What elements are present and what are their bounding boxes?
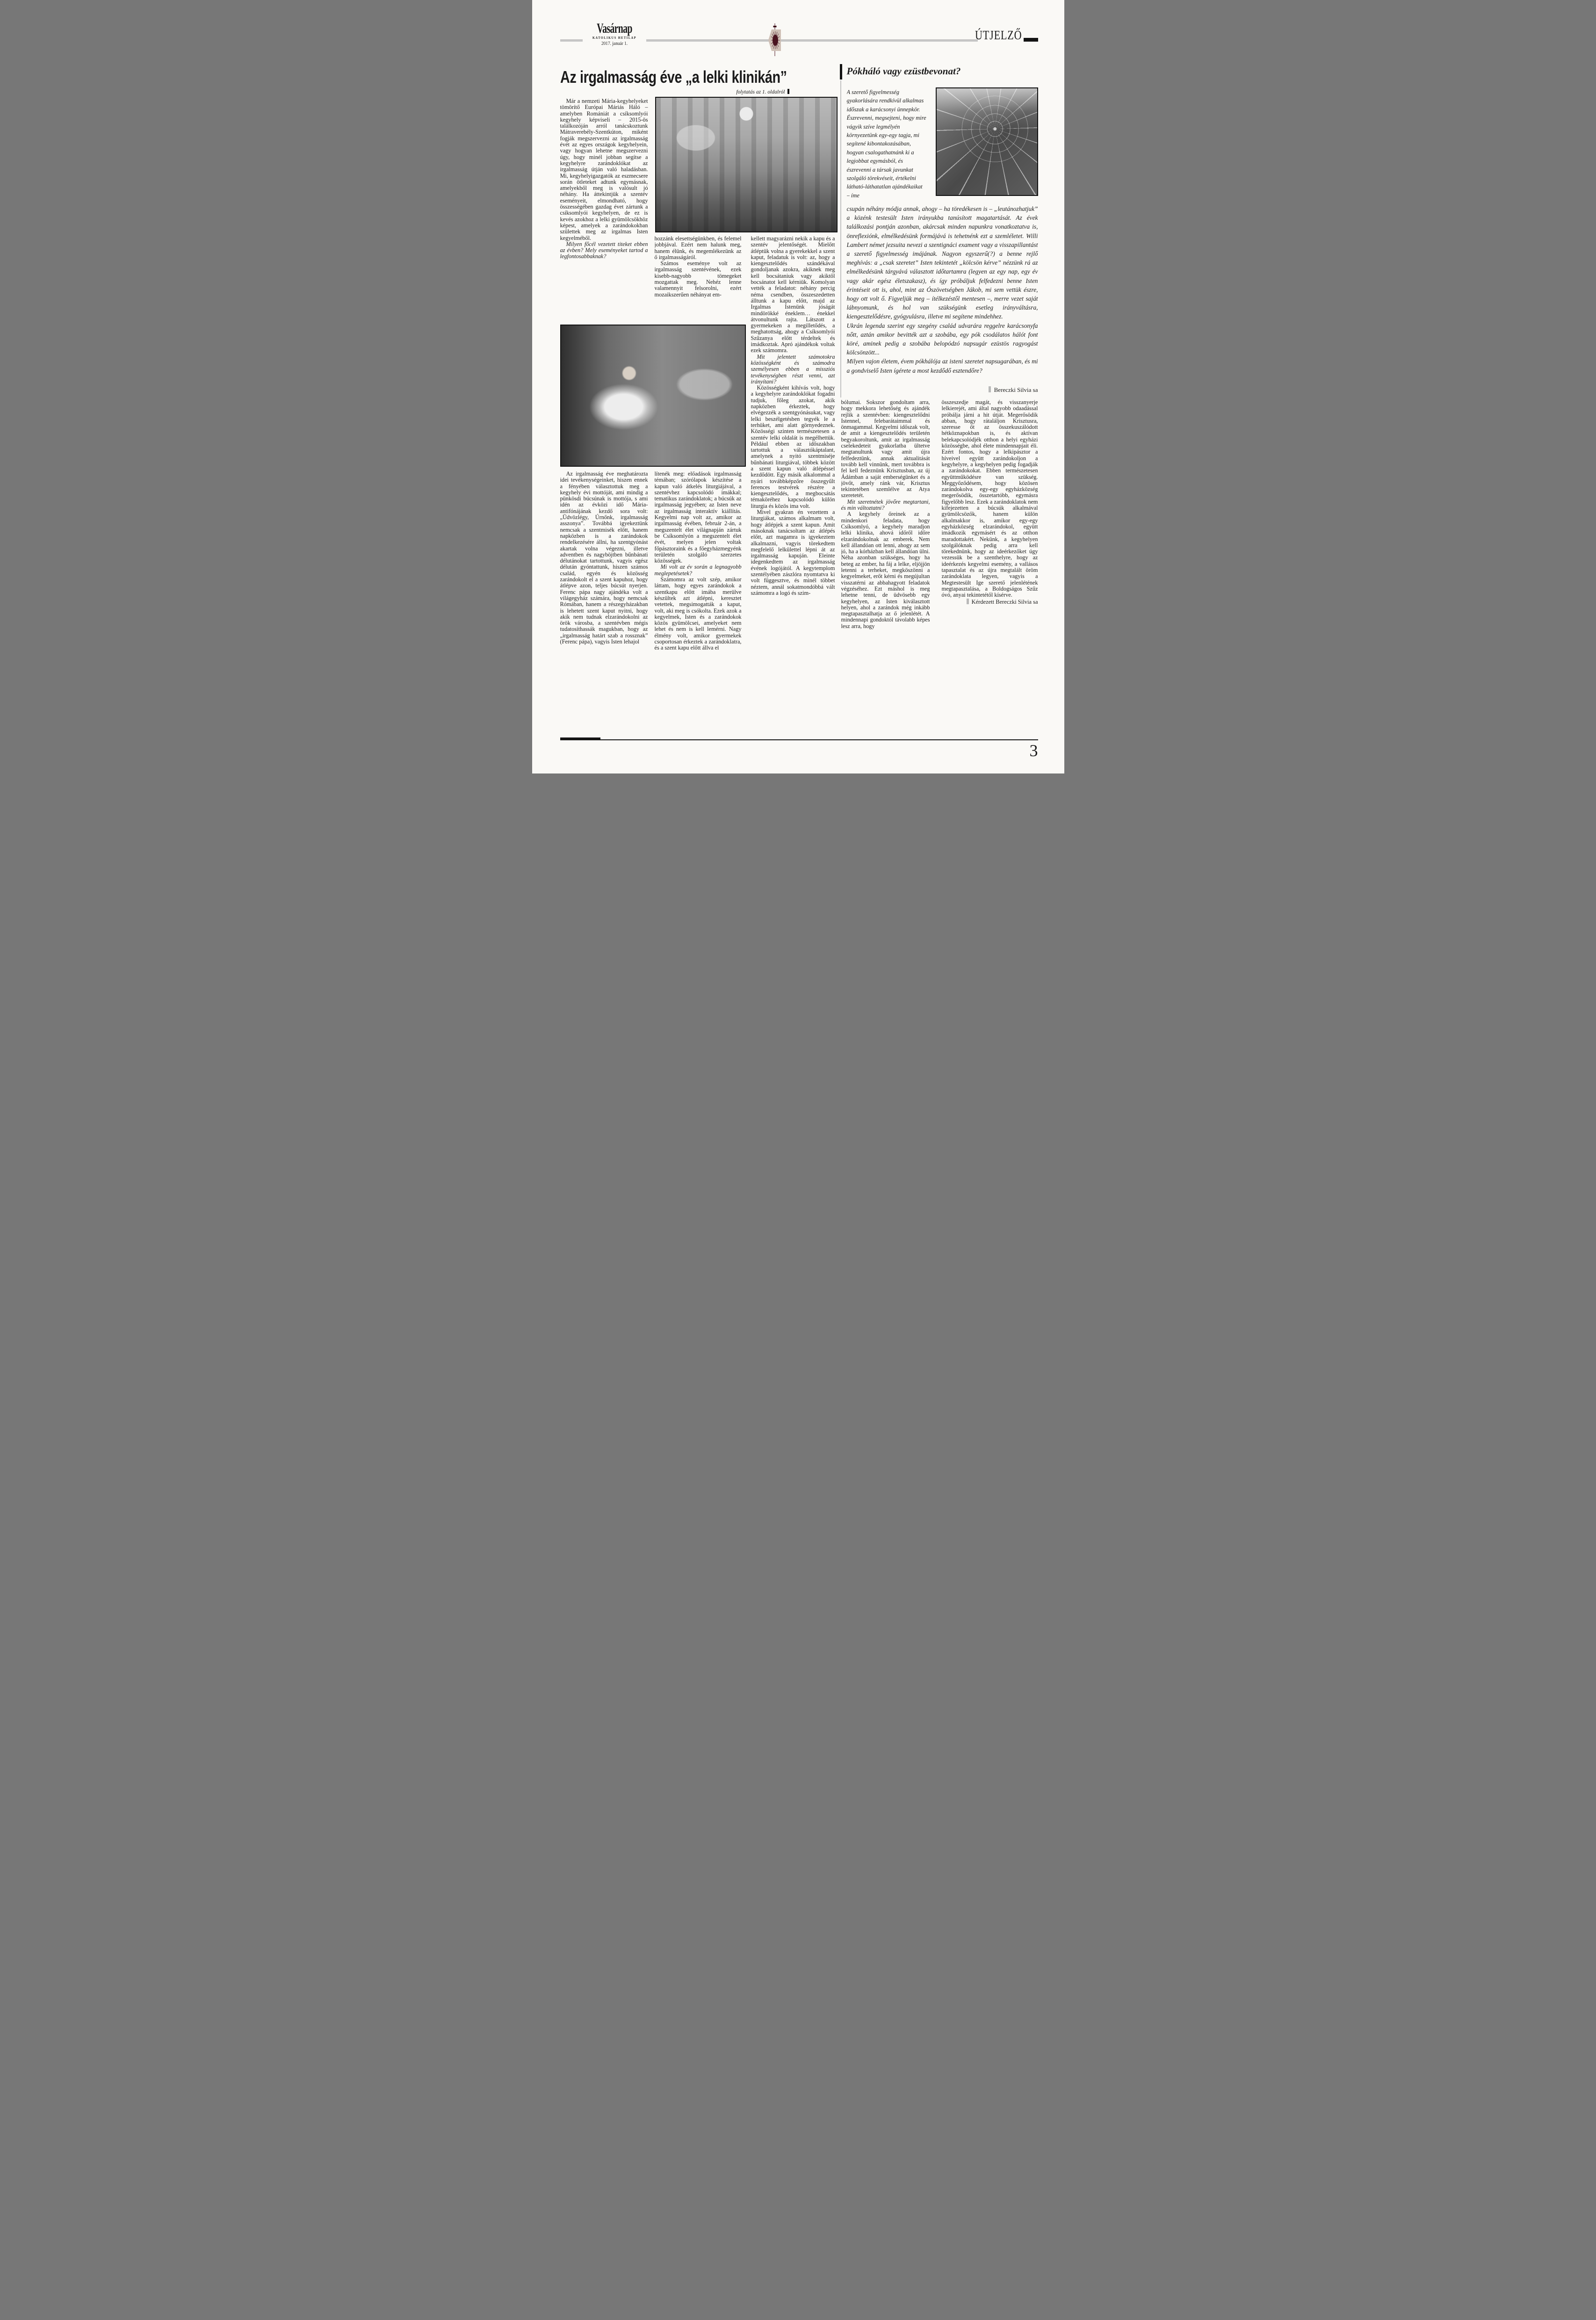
left-article-column-2-top — [655, 236, 742, 323]
footer-rule — [560, 739, 1038, 740]
paragraph: összeszedje magát, és visszanyerje lelkierejét, ami által nagyobb odaadással próbálja járni a hit útját. Megerősödik abban, hogy rátaláljon Krisztusra, szeresse őt az összekuszálódott hétköznapokban is, és aktívan belekapcsolódjék otthon a helyi egyházi közösségbe, ahol élete mindennapjait éli. Ezért fontos, hogy a lelkipásztor a híveivel együtt zarándokoljon a kegyhelyre, a kegyhelyen pedig fogadják a zarándokokat. Ebben természetesen együttműködésre van szükség. Meggyőződésem, hogy közösen zarándokolva egy-egy egyházközség megerősödik, összetartóbb, egymásra figyelőbb lesz. Ezek a zarándoklatok nem kifejezetten a búcsúk alkalmával gyümölcsözők, hanem külön alkalmakkor is, amikor egy-egy egyházközség elzarándokol, együtt imádkozik egymásért és az otthon maradottakért. Nekünk, a kegyhelyen szolgálóknak pedig arra kell törekednünk, hogy az ideérkezőket úgy vezessük be a szenthelyre, hogy az ideérkezés kegyelmi esemény, a vallásos tapasztalat és az újra megtalált öröm zarándoklata legyen, vagyis a Megtestesült Ige szerető jelenlétének megtapasztalása, a Boldogságos Szűz óvó, anyai tekintetétől kísérve. — [941, 399, 1038, 599]
paragraph: Számomra az volt szép, amikor láttam, hogy egyes zarándokok a szentkapu előtt imába merülve készültek azt átlépni, keresztet vetettek, megsimogatták a kaput, volt, aki meg is csókolta. Ezek azok a kegyelmek, Isten és a zarándokok közös gyümölcsei, amelyeket nem lehet és nem is kell lemérni. Nagy élmény volt, amikor gyermekek csoportosan érkeztek a zarándoklatra, és a szent kapu előtt állva el — [654, 576, 742, 651]
byline-marker-icon — [967, 599, 969, 604]
left-article-column-1-top — [560, 98, 648, 321]
interview-question: Milyen főcél vezetett titeket ebben az évben? Mely eseményeket tartod a legfontosabbaknak? — [560, 240, 648, 260]
section-title-bar — [1024, 38, 1038, 42]
right-article-title: Pókháló vagy ezüstbevonat? — [846, 65, 961, 77]
paragraph: Közösségként kihívás volt, hogy a kegyhelyre zarándoklókat fogadni tudjuk, főleg azokat, akik napközben érkeztek, hogy elvégezzék a szentgyónásukat, vagy lelki beszélgetésben tegyék le a terhüket, ami alatt görnyedeznek. Közösségi szinten természetesen a szentév lelki oldalát is megélhettük. Például ebben az időszakban tartottuk a választókáptalant, amelynek a nyitó szentmiséje bűnbánati liturgiával, többek között a szent kapun való átlépéssel kezdődött. Egy másik alkalommal a nyári továbbképzőre összegyűlt ferences testvérek részére a kiengesztelődés, a megbocsátás témaköréhez kapcsolódó külön liturgia és közös ima volt. — [751, 384, 835, 509]
newspaper-page — [532, 0, 1064, 773]
paragraph: A kegyhely őreinek az a mindenkori feladata, hogy Csíksomlyó, a kegyhely maradjon lelki klinika, ahová időről időre elzarándokolnak az emberek. Nem kell állandóan ott lenni, ahogy az sem jó, ha a kórházban kell állandóan ülni. Néha azonban szükséges, hogy ha beteg az ember, ha fáj a lelke, eljöjjön letenni a terheket, megköszönni a kegyelmeket, erőt kérni és megújultan visszatérni az abbahagyott feladatok végzéséhez. Ezt máshol is meg lehetne tenni, de üdvösebb egy kegyhelyen, az Isten kiválasztott helyen, ahol a zarándok még inkább megtapasztalhatja az ő jelenlétét. A mindennapi gondoktól távolabb képes lesz arra, hogy — [841, 511, 930, 629]
paragraph: Számos eseménye volt az irgalmasság szentévének, ezek kisebb-nagyobb tömegeket mozgattak meg. Nehéz lenne valamennyit felsorolni, ezért mozaikszerűen néhányat em- — [654, 260, 742, 298]
left-article-column-1-bottom — [560, 471, 648, 733]
paragraph: Milyen vajon életem, évem pókhálója az isteni szeretet napsugarában, és mi a gondviselő Isten ígérete a most kezdődő esztendőre? — [846, 358, 1038, 374]
section-title: ÚTJELZŐ — [975, 28, 1022, 42]
right-article-byline — [847, 386, 1038, 394]
interview-question: Mit szeretnétek jövőre megtartani, és min változtatni? — [841, 498, 930, 512]
byline-text: Bereczki Silvia sa — [994, 386, 1038, 393]
interview-question: Mi volt az év során a legnagyobb meglepetésetek? — [654, 564, 742, 577]
paragraph: bólumai. Sokszor gondoltam arra, hogy mekkora lehetőség és ajándék rejlik a szentévben: kiengesztelődni Istennel, felebarátaimmal és önmagammal. Kegyelmi időszak volt, de amit a kiengesztelődés területén begyakoroltunk, amit az irgalmasság cselekedeteit gyakorlatba ültetve megtanultunk vagy amit újra felfedeztünk, annak aktualitását tovább kell vinnünk, mert továbbra is fel kell fedeznünk Krisztusban, az új Ádámban a saját emberségünket és a jövőt, amely ránk vár, Krisztus tekintetében szemlélve az Atya szeretetét. — [841, 399, 930, 499]
masthead — [583, 22, 646, 46]
byline-marker-icon — [989, 386, 991, 392]
right-article-intro-column: A szerető figyelmesség gyakorlására rendkívül alkalmas időszak a karácsonyi ünnepkör. Észrevenni, megsejteni, hogy mire vágyik szíve legmélyén környezetünk egy-egy tagja, mi segítené kibontakozásában, hogyan csalogathatnánk ki a legjobbat egymásból, és észrevenni a társak javunkat szolgáló törekvéseit, értékelni látható-láthatatlan ajándékaikat – íme — [846, 89, 926, 199]
masthead-date: 2017. január 1. — [601, 41, 628, 46]
page-number: 3 — [1029, 741, 1038, 760]
church-interior-photo — [655, 97, 838, 232]
paragraph: Már a nemzeti Mária-kegyhelyeket tömörítő Európai Máriás Háló – amelyben Romániát a csíksomlyói kegyhely képviseli – 2015-ös találkozóján arról tanácskoztunk Mátraverebély-Szentkúton, miként fogják megszervezni az irgalmasság évét az egyes országok kegyhelyein, vagy hogyan lehetne megszervezni úgy, hogy minél jobban segítse a kegyhelyre zarándoklókat az irgalmasság útján való haladásban. Mi, kegyhelyigazgatók az eszmecsere során ötleteket adtunk egymásnak, amelyekből meg is valósult jó néhány. Ha áttekintjük a szentév eseményeit, elmondható, hogy összességében gazdag évet zártunk a csíksomlyói kegyhelyen, de ez is kevés azokhoz a lelki gyümölcsökhöz képest, amelyek a zarándokokban születtek meg az irgalmas Isten kegyelméből. — [560, 98, 648, 241]
paragraph: Az irgalmasság éve meghatározta idei tevékenységeinket, hiszen ennek a fényében választottuk meg a kegyhely évi mottóját, ami mindig a pünkösdi búcsúnak is mottója, s ami idén az évközi idő Mária-antifónájának kezdő sora volt: „Üdvözlégy, Úrnőnk, irgalmasság asszonya”. Továbbá igyekeztünk nemcsak a szentmisék előtt, hanem napközben is a zarándokok rendelkezésére állni, ha szentgyónást akartak volna végezni, illetve adventben és nagyböjtben bűnbánati délutánokat tartottunk, vagyis egész délután gyóntattunk, hiszen számos család, egyén és közösség zarándokolt el a szent kapuhoz, hogy átlépve azon, teljes búcsút nyerjen. Ferenc pápa nagy ajándéka volt a világegyház számára, hogy nemcsak Rómában, hanem a részegyházakban is lehetett szent kaput nyitni, hogy akik nem tudnak elzarándokolni az örök városba, a szentévben mégis tudatosíthassák magukban, hogy az „irgalmasság határt szab a rossznak” (Ferenc pápa), vagyis Isten lehajol — [560, 471, 648, 645]
paragraph: lítenék meg: előadások irgalmasság témában; szórólapok készítése a kapun való átkelés liturgiájával, a szentévhez kapcsolódó imákkal; tematikus zarándoklatok; a búcsúk az irgalmasság jegyében; az Isten neve az irgalmasság interaktív kiállítás. Kegyelmi nap volt az, amikor az irgalmasság évében, február 2-án, a megszentelt élet világnapján zártuk be Csíksomlyón a megszentelt élet évét, melyen jelen voltak főpásztoraink és a főegyházmegyénk területén szolgáló szerzetes közösségek. — [654, 471, 742, 564]
right-article-vertical-rule — [840, 80, 841, 398]
left-article-column-3 — [751, 236, 835, 733]
left-article-column-4 — [841, 399, 930, 733]
spiderweb-photo — [936, 87, 1038, 196]
footer-thick-segment — [560, 737, 600, 740]
priest-at-altar-photo — [560, 325, 746, 467]
masthead-title: Vasárnap — [596, 21, 632, 36]
continuation-note — [672, 89, 789, 95]
paragraph: Mivel gyakran én vezettem a liturgiákat, számos alkalmam volt, hogy átlépjek a szent kapun. Amit másoknak tanácsoltam az átlépés előtt, azt magamra is igyekeztem alkalmazni, vagyis törekedtem megfelelő lelkülettel lépni át az irgalmasság kapuján. Eleinte idegenkedtem az irgalmasság évének logójától. A kegytemplom szentélyében zászlóra nyomtatva ki volt függesztve, és minél többet néztem, annál sokatmondóbbá vált számomra a logó és szim- — [751, 509, 835, 596]
paragraph: csupán néhány módja annak, ahogy – ha töredékesen is – „leutánozhatjuk” a közénk testesült Isten irányukba tanúsított magatartását. Az évek találkozási pontján azonban, akárcsak minden napunkra vonatkoztatva is, önreflexiónk, elmélkedésünk formájává is tehetnénk ezt a szemléletet. Willi Lambert német jezsuita nevezi a szentignáci exament vagy a visszapillantást a szerető figyelmesség imájának. Nagyon egyszerű(?) a benne rejlő meghívás: a „csak szeretet” Isten tekintetét „kölcsön kérve” nézzünk rá az elmélkedésünk tárgyává választott időtartamra (legyen az egy nap, egy év vagy akár egész életszakasz), és így próbáljuk felfedezni benne Isten érintéseit ott is, ahol, mint az Ószövetségben Jákob, mi sem vettük észre, hogy ott volt ő. Figyeljük meg – ítélkezéstől mentesen –, merre vezet saját lábnyomunk, és hol van szükségünk esetleg irányváltásra, kiengesztelődésre, gyógyulásra, illetve mi segítene mindehhez. — [846, 205, 1038, 320]
paragraph: Ukrán legenda szerint egy szegény család udvarára reggelre karácsonyfa nőtt, aztán amikor bevitték azt a szobába, egy pók csodálatos hálót font köré, aminek pedig a szobába belopódzó napsugár ezüstös ragyogást kölcsönzött... — [846, 322, 1038, 356]
byline-text: Kérdezett Bereczki Silvia sa — [971, 598, 1038, 605]
left-article-column-5 — [942, 399, 1038, 733]
paragraph: hozzánk elesettségünkben, és felemel jobbjával. Ezért nem halunk meg, hanem élünk, és megemlékezünk az ő irgalmasságáról. — [654, 236, 742, 260]
continuation-text: folytatás az 1. oldalról — [736, 89, 785, 95]
interview-question: Mit jelentett számotokra közösségként és számodra személyesen ebben a missziós tevékenységben részt venni, azt irányítani? — [751, 353, 835, 385]
sunburst-cross-ornament-icon — [768, 23, 781, 56]
left-article-title: Az irgalmasság éve „a lelki klinikán” — [560, 67, 787, 87]
left-article-column-2-bottom — [655, 471, 742, 733]
right-article-title-bar — [840, 64, 842, 80]
paragraph: kellett magyarázni nekik a kapu és a szentév jelentőségét. Mielőtt átléptük volna a gyerekekkel a szent kaput, feladatuk is volt: az, hogy a kiengesztelődés szándékával gondoljanak azokra, akiknek meg kell bocsátaniuk vagy akiktől bocsánatot kell kérniük. Komolyan vették a feladatot: néhány percig néma csendben, összeszedetten álltunk a kapu előtt, majd az Irgalmas Istenünk jóságát mindörökké éneklem… énekkel átvonultunk rajta. Látszott a gyermekeken a megilletődés, a meghatottság, ahogy a Csíksomlyói Szűzanya előtt térdeltek és imádkoztak. Apró ajándékok voltak ezek számomra. — [751, 236, 835, 354]
interview-byline — [942, 599, 1038, 605]
continuation-marker-icon — [787, 89, 789, 94]
right-article-body — [847, 204, 1038, 385]
masthead-subtitle: KATOLIKUS HETILAP — [592, 36, 636, 40]
